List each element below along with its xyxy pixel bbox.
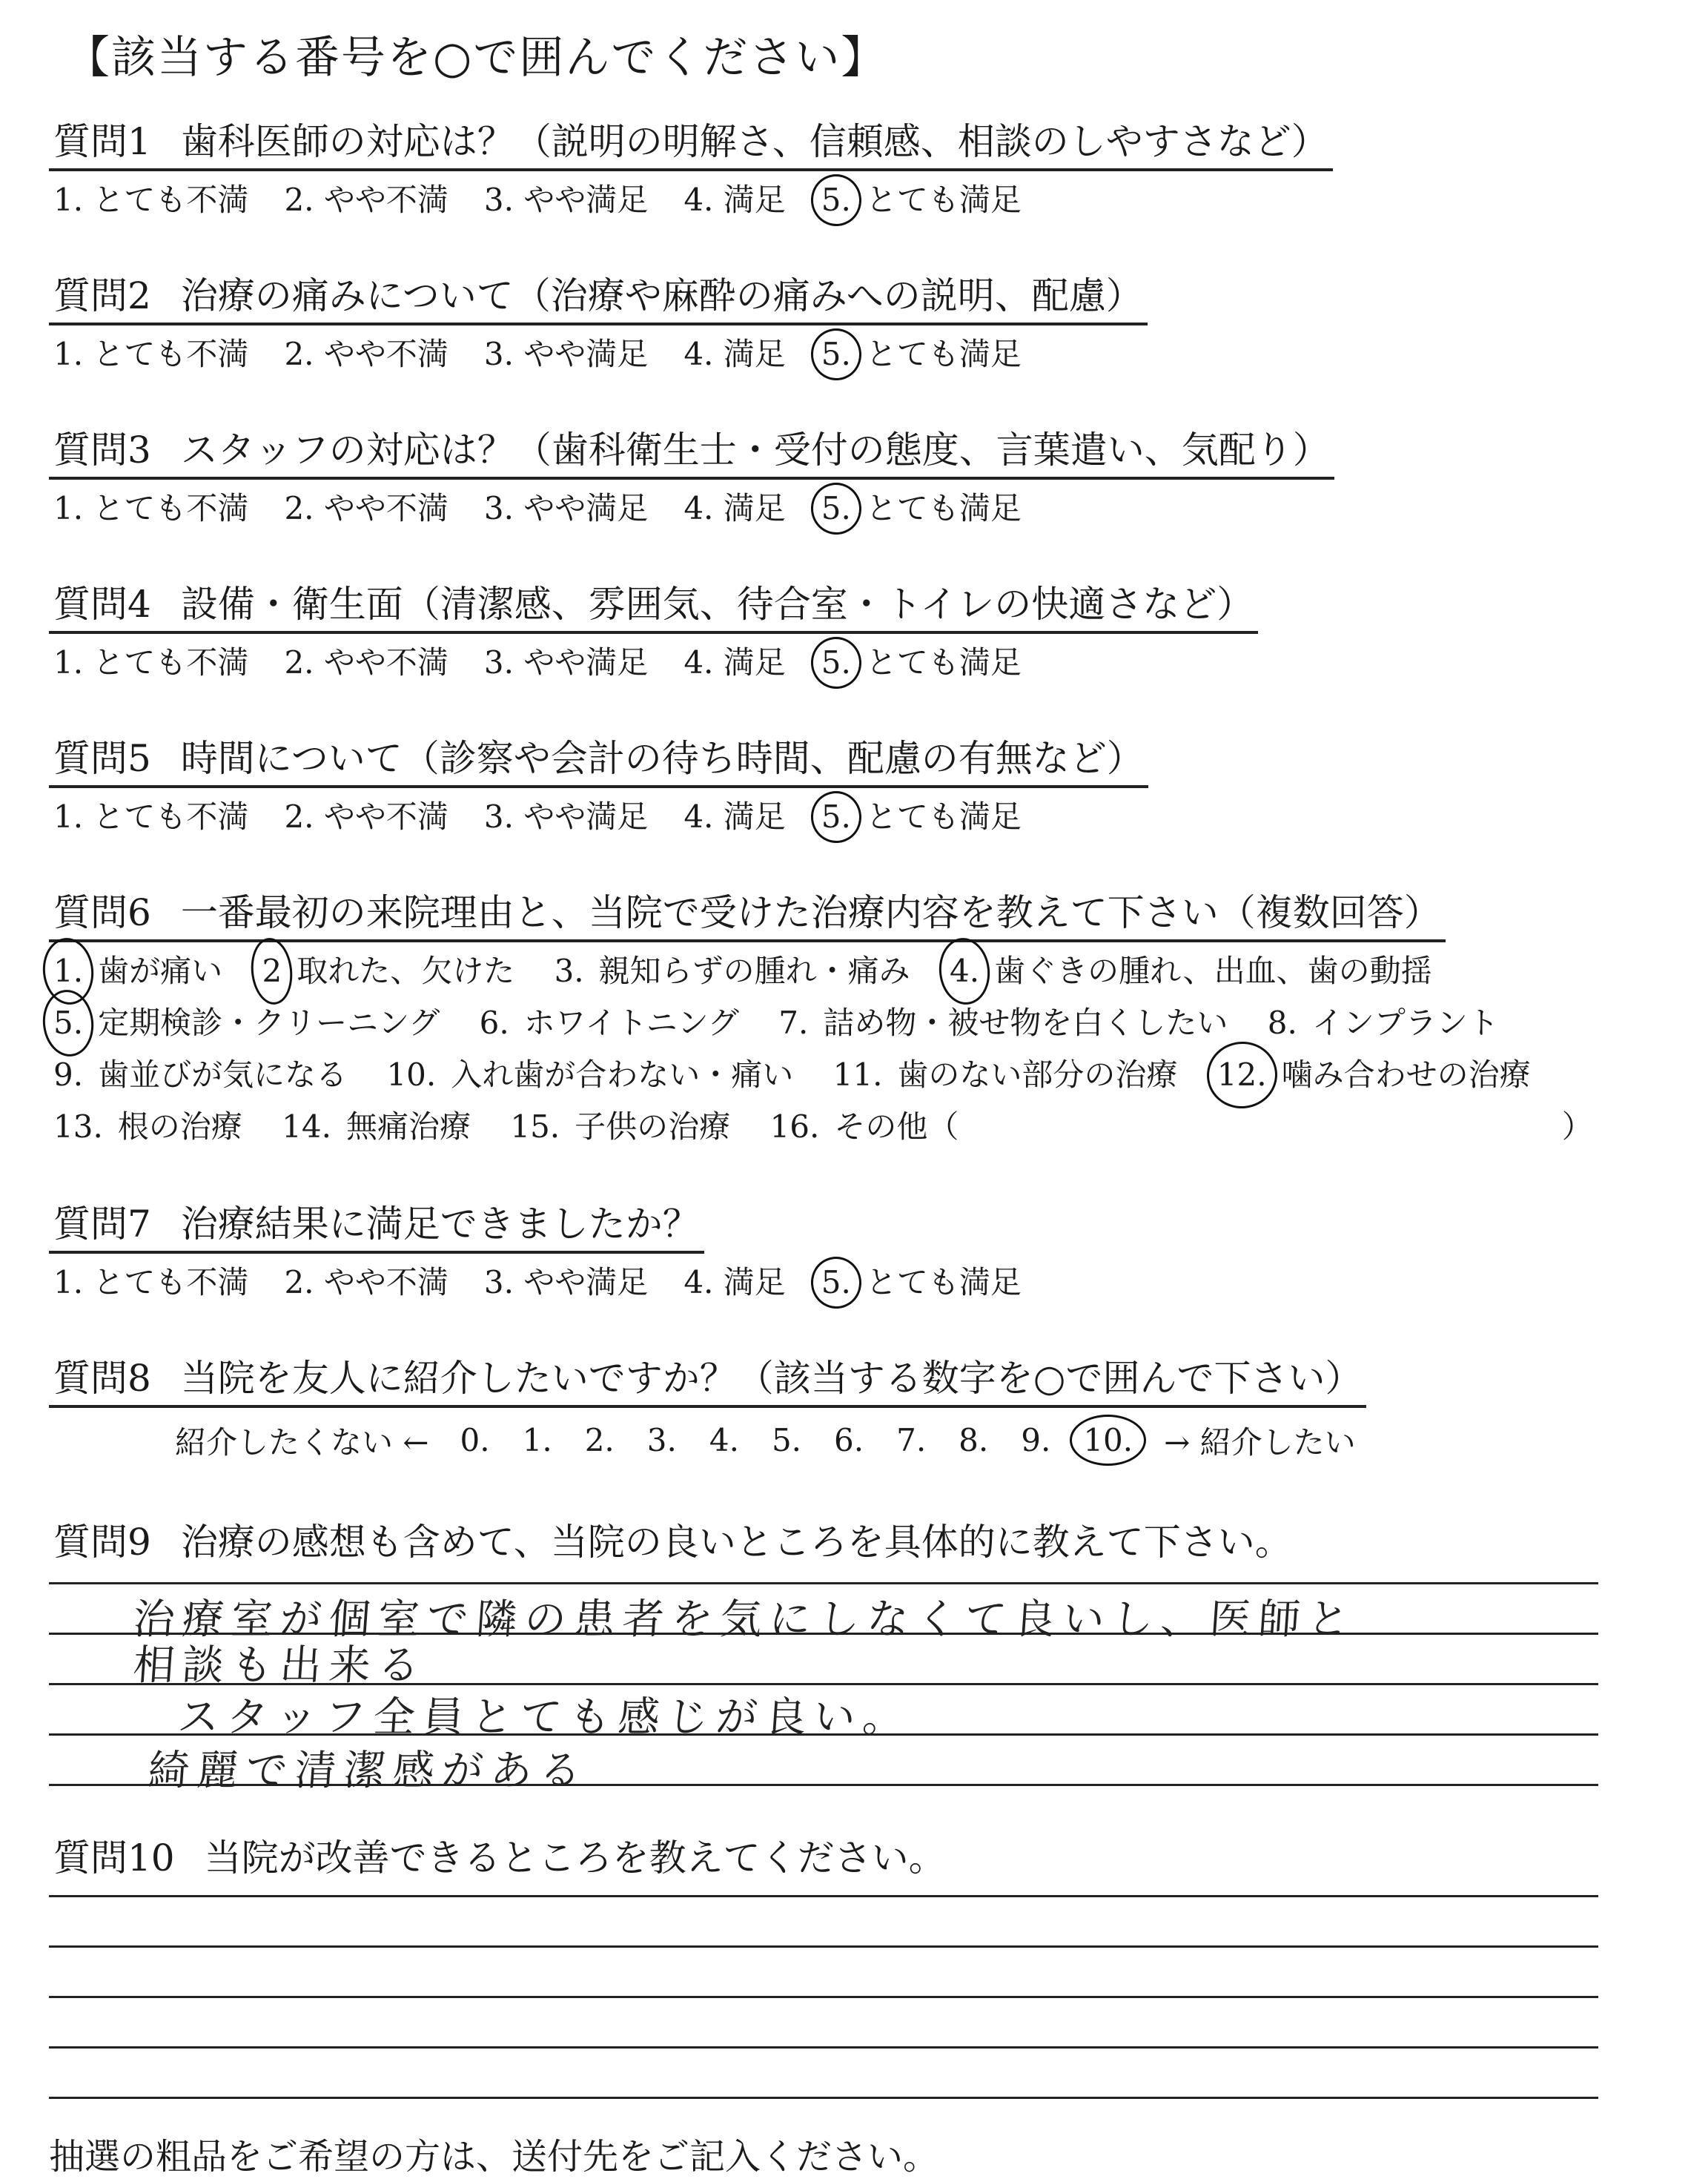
choice-number: 14.: [282, 1108, 331, 1145]
choice-label: 子供の治療: [575, 1108, 731, 1145]
handwritten-answer-line-1: 治療室が個室で隣の患者を気にしなくて良いし、医師と: [131, 1596, 1358, 1644]
rating-options: [49, 644, 1258, 681]
option-3[interactable]: 3. やや満足: [483, 798, 649, 835]
recommend-scale: [49, 1418, 1371, 1463]
scale-2[interactable]: 2.: [584, 1422, 615, 1458]
option-number: 5.: [821, 644, 851, 681]
question-text: 一番最初の来院理由と、当院で受けた治療内容を教えて下さい（複数回答）: [180, 891, 1441, 934]
choice-number: 5.: [53, 997, 83, 1049]
option-5-circled[interactable]: [821, 182, 1022, 219]
option-4[interactable]: 4. 満足: [683, 1263, 786, 1300]
question-2: [49, 273, 1148, 373]
scale-left-label: 紹介したくない ←: [175, 1424, 429, 1461]
option-label: とても満足: [865, 1263, 1022, 1300]
question-text: 当院が改善できるところを教えてください。: [204, 1836, 946, 1879]
scale-1[interactable]: 1.: [522, 1422, 552, 1458]
question-6: [49, 890, 1593, 1153]
choice-11[interactable]: [833, 1049, 1178, 1101]
option-3[interactable]: 3. やや満足: [483, 489, 649, 526]
choice-label: 根の治療: [117, 1108, 242, 1145]
choice-label: 取れた、欠けた: [297, 952, 515, 989]
question-3: [49, 427, 1334, 527]
question-text: 当院を友人に紹介したいですか？（該当する数字を○で囲んで下さい）: [180, 1357, 1363, 1400]
choice-4-circled[interactable]: [950, 945, 1432, 997]
option-number: 5.: [821, 489, 851, 526]
option-1[interactable]: 1. とても不満: [53, 1263, 249, 1300]
choice-number: 16.: [769, 1108, 820, 1145]
question-number: 質問4: [53, 583, 151, 626]
option-label: とても満足: [865, 644, 1022, 681]
option-label: とても満足: [865, 489, 1022, 526]
choice-label: 入れ歯が合わない・痛い: [451, 1056, 794, 1093]
scale-10-circled[interactable]: 10.: [1083, 1422, 1133, 1458]
choice-number: 12.: [1217, 1049, 1267, 1101]
multi-choice-row-1: [49, 945, 1593, 997]
option-1[interactable]: 1. とても不満: [53, 181, 249, 218]
option-number: 5.: [821, 181, 851, 218]
question-4-heading: [49, 581, 1258, 634]
handwritten-answer-line-2: 相談も出来る: [131, 1641, 428, 1690]
scale-4[interactable]: 4.: [709, 1422, 739, 1458]
choice-label: 歯が痛い: [98, 952, 223, 989]
choice-14[interactable]: [282, 1101, 471, 1153]
option-4[interactable]: 4. 満足: [683, 798, 786, 835]
choice-13[interactable]: [53, 1101, 242, 1153]
answer-line: [49, 2046, 1598, 2049]
option-1[interactable]: 1. とても不満: [53, 335, 249, 372]
question-7-heading: [49, 1201, 704, 1254]
scale-8[interactable]: 8.: [959, 1422, 989, 1458]
question-2-heading: [49, 273, 1148, 325]
question-7: [49, 1201, 1057, 1301]
question-9: [49, 1512, 1292, 1566]
option-5-circled[interactable]: [821, 644, 1022, 681]
option-1[interactable]: 1. とても不満: [53, 644, 249, 681]
scale-right-label: → 紹介したい: [1164, 1424, 1356, 1461]
rating-options: [49, 336, 1148, 373]
choice-label: 噛み合わせの治療: [1281, 1056, 1531, 1093]
option-4[interactable]: 4. 満足: [683, 489, 786, 526]
rating-options: [49, 1264, 1057, 1301]
question-text: 治療の感想も含めて、当院の良いところを具体的に教えて下さい。: [180, 1521, 1292, 1564]
choice-label: 無痛治療: [345, 1108, 471, 1145]
choice-15[interactable]: [510, 1101, 730, 1153]
question-9-heading: [49, 1512, 1292, 1566]
scale-6[interactable]: 6.: [834, 1422, 864, 1458]
question-number: 質問10: [53, 1836, 175, 1879]
multi-choice-row-2: [49, 997, 1593, 1049]
answer-line: [49, 1895, 1598, 1897]
choice-5-circled[interactable]: [53, 997, 440, 1049]
footer-note: 抽選の粗品をご希望の方は、送付先をご記入ください。: [49, 2136, 939, 2178]
question-5-heading: [49, 735, 1148, 788]
choice-number: 2: [262, 945, 282, 997]
option-5-circled[interactable]: [821, 798, 1022, 836]
handwritten-answer-line-4: 綺麗で清潔感がある: [146, 1747, 590, 1795]
question-6-heading: [49, 890, 1446, 942]
option-5-circled[interactable]: [821, 490, 1022, 527]
scale-0[interactable]: 0.: [460, 1422, 490, 1458]
option-3[interactable]: 3. やや満足: [483, 181, 649, 218]
answer-line: [49, 1996, 1598, 1998]
rating-options: [49, 182, 1333, 219]
choice-label: ホワイトニング: [523, 1004, 739, 1041]
option-2[interactable]: 2. やや不満: [284, 644, 448, 681]
answer-line: [49, 2097, 1598, 2099]
scale-7[interactable]: 7.: [896, 1422, 927, 1458]
question-number: 質問7: [53, 1203, 151, 1246]
choice-2-circled[interactable]: [262, 945, 514, 997]
question-number: 質問1: [53, 120, 151, 163]
choice-number: 11.: [833, 1056, 883, 1093]
choice-number: 4.: [950, 945, 979, 997]
scale-5[interactable]: 5.: [771, 1422, 802, 1458]
question-8-heading: [49, 1355, 1366, 1408]
question-text: 歯科医師の対応は？（説明の明解さ、信頼感、相談のしやすさなど）: [180, 120, 1328, 163]
option-2[interactable]: 2. やや不満: [284, 489, 448, 526]
choice-16[interactable]: [770, 1101, 959, 1153]
question-1-heading: [49, 119, 1333, 171]
choice-number: 3.: [554, 952, 584, 989]
option-2[interactable]: 2. やや不満: [284, 798, 448, 835]
multi-choice-row-4: [49, 1101, 1593, 1153]
question-text: スタッフの対応は？（歯科衛生士・受付の態度、言葉遣い、気配り）: [180, 429, 1330, 472]
option-3[interactable]: 3. やや満足: [483, 335, 649, 372]
choice-label: 歯のない部分の治療: [897, 1056, 1178, 1093]
option-label: とても満足: [865, 798, 1022, 835]
option-number: 5.: [821, 798, 851, 835]
option-2[interactable]: 2. やや不満: [284, 335, 448, 372]
option-4[interactable]: 4. 満足: [683, 335, 786, 372]
option-3[interactable]: 3. やや満足: [483, 1263, 649, 1300]
multi-choice-row-3: [49, 1049, 1593, 1101]
question-5: [49, 735, 1148, 836]
choice-label: 歯ぐきの腫れ、出血、歯の動揺: [994, 952, 1432, 989]
question-number: 質問8: [53, 1357, 151, 1400]
question-8: [49, 1355, 1371, 1463]
question-1: [49, 119, 1333, 219]
rating-options: [49, 798, 1148, 836]
question-number: 質問3: [53, 429, 151, 472]
option-number: 5.: [821, 1263, 851, 1300]
question-4: [49, 581, 1258, 681]
choice-3[interactable]: [555, 945, 910, 997]
choice-label: 詰め物・被せ物を白くしたい: [823, 1004, 1228, 1041]
answer-line: [49, 1945, 1598, 1948]
option-1[interactable]: 1. とても不満: [53, 489, 249, 526]
question-10-heading: [49, 1828, 946, 1882]
question-text: 設備・衛生面（清潔感、雰囲気、待合室・トイレの快適さなど）: [180, 583, 1254, 626]
choice-12-circled[interactable]: [1217, 1049, 1531, 1101]
choice-number: 15.: [510, 1108, 560, 1145]
question-number: 質問2: [53, 274, 151, 317]
choice-label: 歯並びが気になる: [98, 1056, 348, 1093]
choice-number: 10.: [386, 1056, 437, 1093]
choice-6[interactable]: [480, 997, 739, 1049]
page-title: 【該当する番号を○で囲んでください】: [65, 32, 887, 84]
question-number: 質問6: [53, 891, 151, 934]
question-text: 治療結果に満足できましたか？: [180, 1203, 700, 1246]
choice-number: 1.: [53, 945, 83, 997]
choice-number: 6.: [479, 1004, 509, 1041]
option-number: 5.: [821, 335, 851, 372]
choice-number: 9.: [53, 1056, 84, 1093]
option-2[interactable]: 2. やや不満: [284, 1263, 448, 1300]
choice-8[interactable]: [1268, 997, 1499, 1049]
question-text: 治療の痛みについて（治療や麻酔の痛みへの説明、配慮）: [180, 274, 1143, 317]
question-10: [49, 1828, 946, 1882]
choice-label: インプラント: [1311, 1004, 1499, 1041]
choice-number: 8.: [1267, 1004, 1297, 1041]
choice-label: その他（: [834, 1108, 959, 1145]
option-label: とても満足: [865, 335, 1022, 372]
choice-number: 7.: [778, 1004, 809, 1041]
question-text: 時間について（診察や会計の待ち時間、配慮の有無など）: [180, 737, 1144, 780]
scale-3[interactable]: 3.: [646, 1422, 677, 1458]
choice-10[interactable]: [386, 1049, 793, 1101]
handwritten-answer-line-3: スタッフ全員とても感じが良い。: [176, 1693, 913, 1742]
choice-9[interactable]: [53, 1049, 347, 1101]
other-close-paren: ）: [1561, 1108, 1593, 1145]
question-3-heading: [49, 427, 1334, 480]
option-2[interactable]: 2. やや不満: [284, 181, 448, 218]
option-3[interactable]: 3. やや満足: [483, 644, 649, 681]
choice-1-circled[interactable]: [53, 945, 222, 997]
option-4[interactable]: 4. 満足: [683, 181, 786, 218]
choice-7[interactable]: [778, 997, 1228, 1049]
answer-line: [49, 1582, 1598, 1584]
option-4[interactable]: 4. 満足: [683, 644, 786, 681]
scale-9[interactable]: 9.: [1021, 1422, 1051, 1458]
option-5-circled[interactable]: [821, 1264, 1022, 1301]
choice-label: 親知らずの腫れ・痛み: [598, 952, 910, 989]
rating-options: [49, 490, 1334, 527]
question-number: 質問5: [53, 737, 151, 780]
choice-number: 13.: [53, 1108, 103, 1145]
choice-label: 定期検診・クリーニング: [98, 1004, 440, 1041]
option-5-circled[interactable]: [821, 336, 1022, 373]
question-number: 質問9: [53, 1521, 151, 1564]
option-1[interactable]: 1. とても不満: [53, 798, 249, 835]
option-label: とても満足: [865, 181, 1022, 218]
